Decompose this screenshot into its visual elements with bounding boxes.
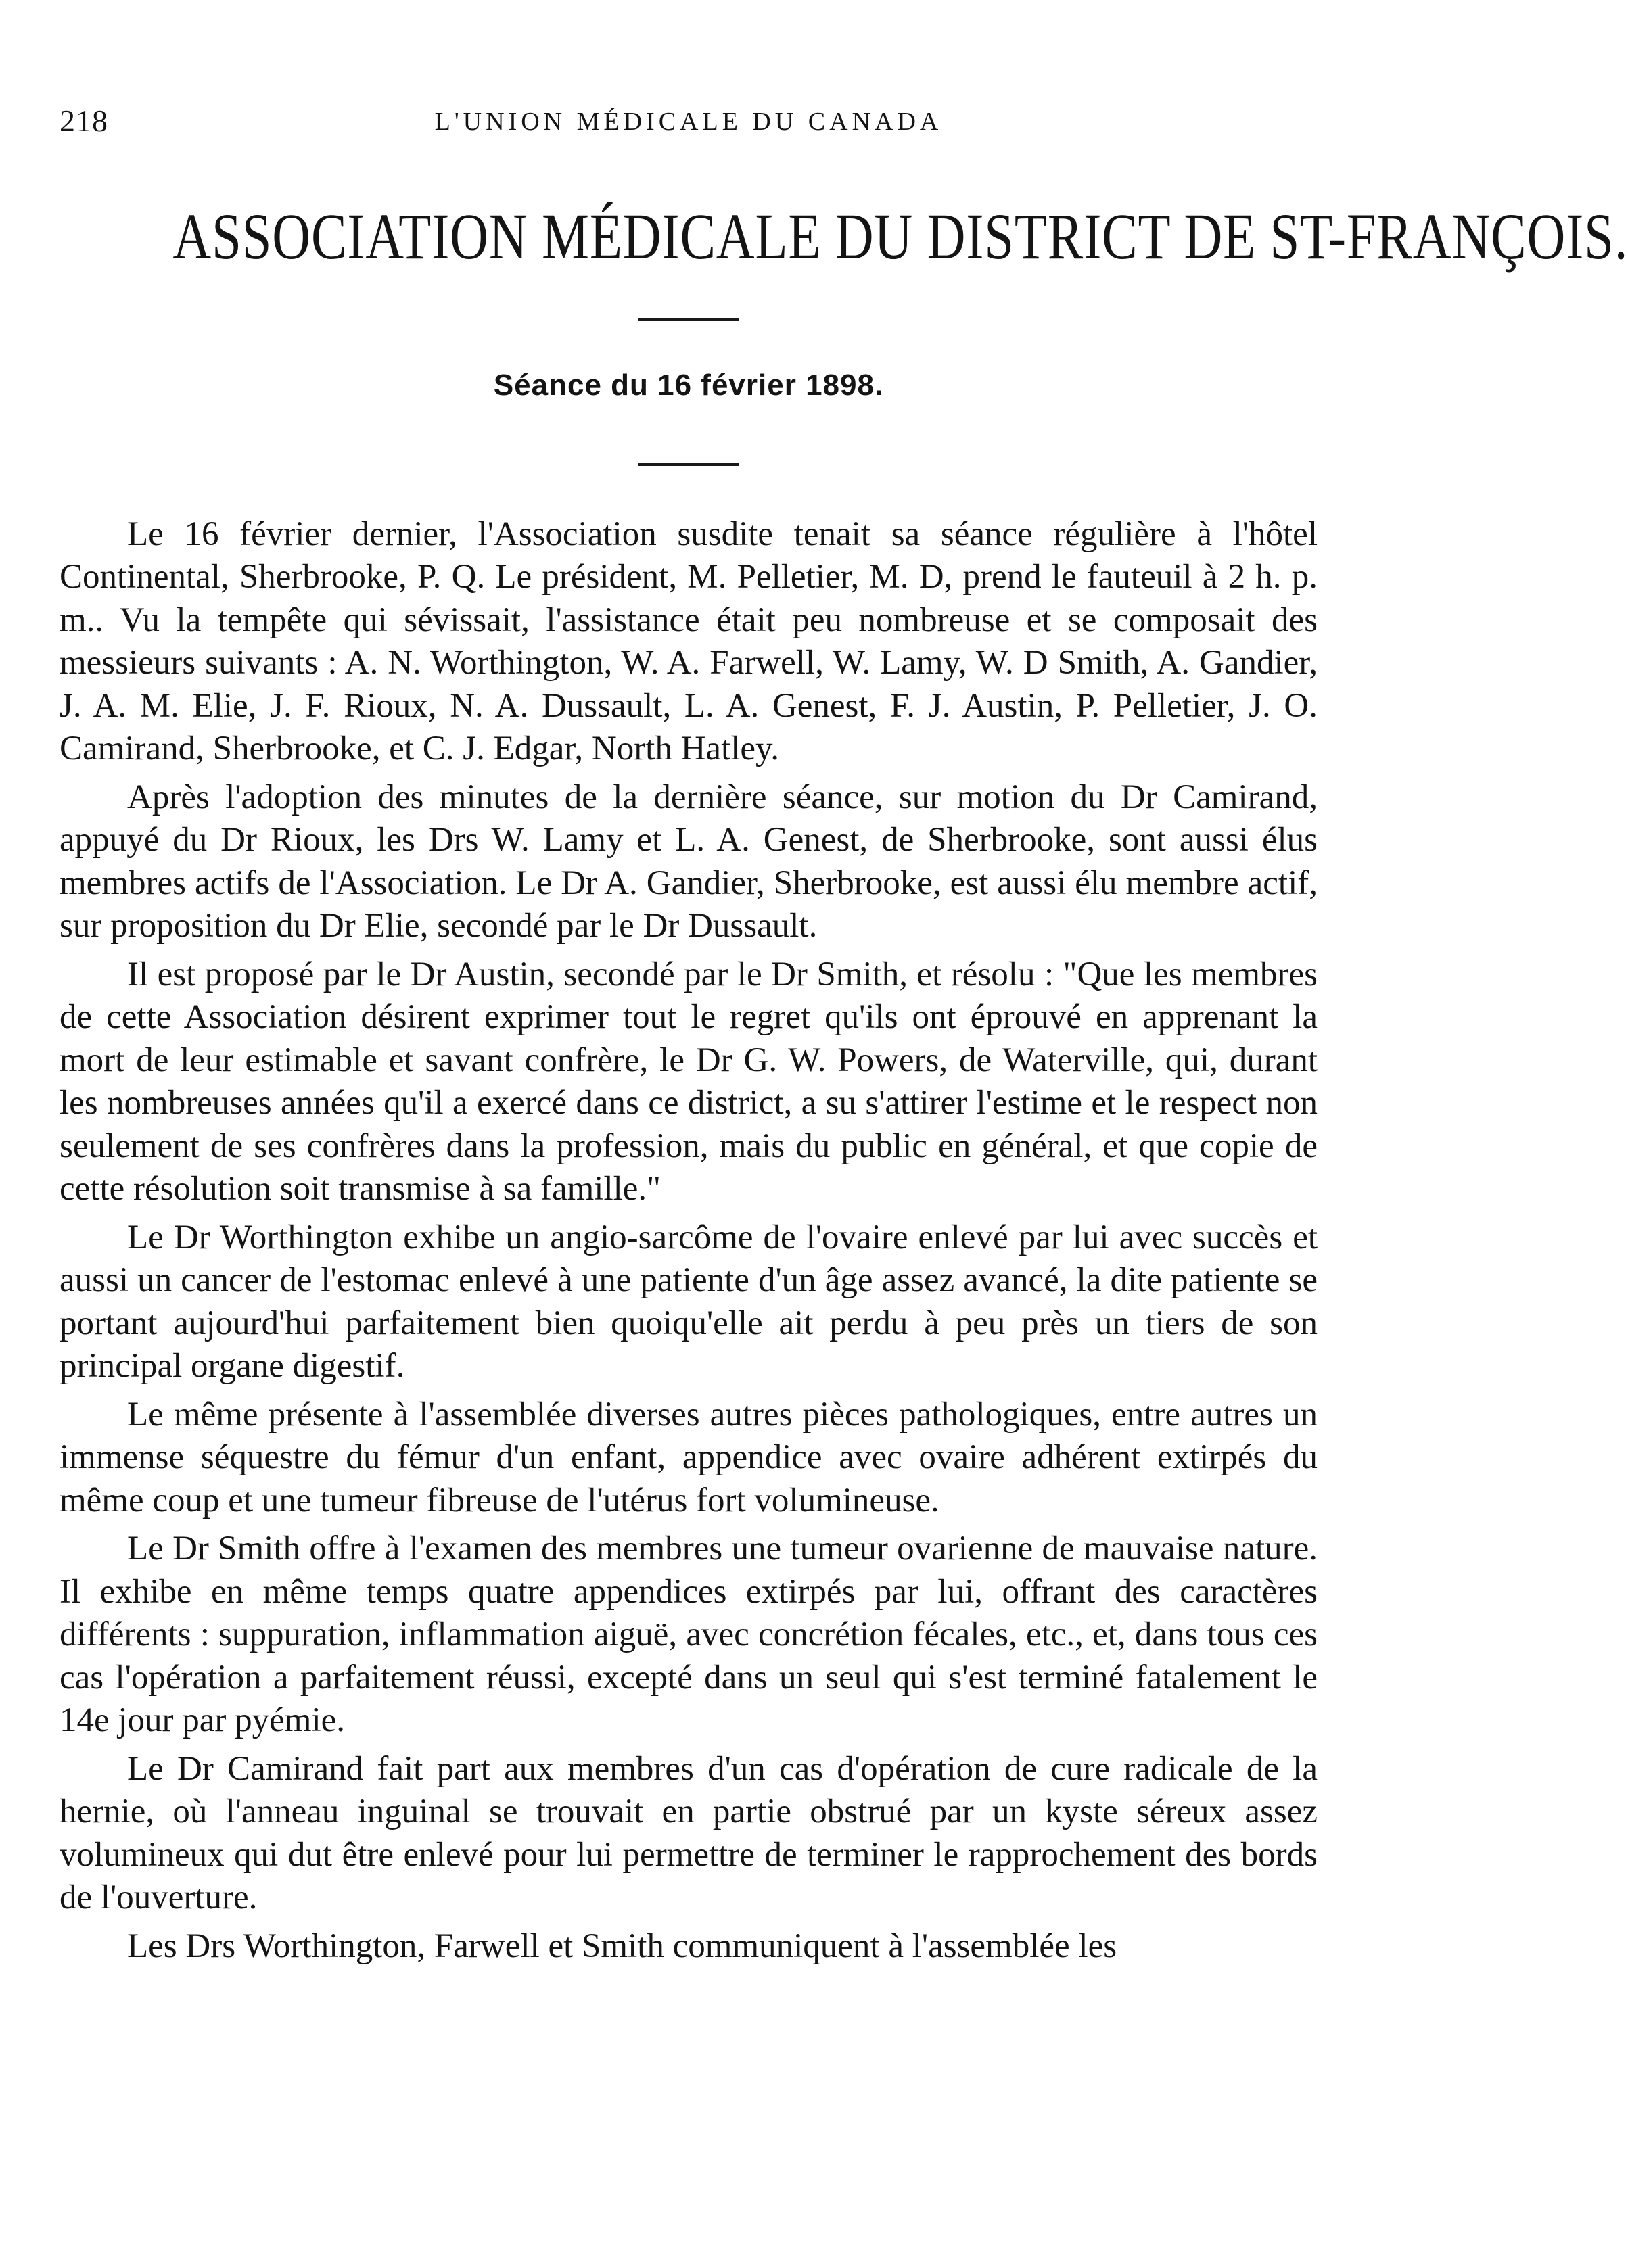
document-page [60, 81, 1628, 1968]
paragraph-pathology-pieces: Le même présente à l'assemblée diverses autres pièces pathologiques, entre autres un immense séquestre du fémur d'un enfant, appendice avec ovaire adhérent extirpés du même coup et une tumeur fibreuse de l'utérus fort volumineuse. [60, 1395, 1318, 1519]
paragraph-worthington-case: Le Dr Worthington exhibe un angio-sarcôme de l'ovaire enlevé par lui avec succès et aussi un cancer de l'estomac enlevé à une patiente d'un âge assez avancé, la dite patiente se portant aujourd'hui parfaitement bien quoiqu'elle ait perdu à peu près un tiers de son principal organe digestif. [60, 1218, 1318, 1386]
paragraph-attendance: Le 16 février dernier, l'Association susdite tenait sa séance régulière à l'hôtel Continental, Sherbrooke, P. Q. Le président, M. Pelletier, M. D, prend le fauteuil à 2 h. p. m.. Vu la tempête qui sévissait, l'assistance était peu nombreuse et se composait des messieurs suivants : A. N. Worthington, W. A. Farwell, W. Lamy, W. D Smith, A. Gandier, J. A. M. Elie, J. F. Rioux, N. A. Dussault, L. A. Genest, F. J. Austin, P. Pelletier, J. O. Camirand, Sherbrooke, et C. J. Edgar, North Hatley. [60, 515, 1318, 768]
paragraph-resolution: Il est proposé par le Dr Austin, secondé par le Dr Smith, et résolu : "Que les membres de cette Association désirent exprimer tout le regret qu'ils ont éprouvé en apprenant la mort de leur estimable et savant confrère, le Dr G. W. Powers, de Waterville, qui, durant les nombreuses années qu'il a exercé dans ce district, a su s'attirer l'estime et le respect non seulement de ses confrères dans la profession, mais du public en général, et que copie de cette résolution soit transmise à sa famille." [60, 955, 1318, 1208]
page-number: 218 [60, 103, 108, 138]
paragraph-final-communication: Les Drs Worthington, Farwell et Smith communiquent à l'assemblée les [127, 1927, 1117, 1965]
journal-title: L'UNION MÉDICALE DU CANADA [434, 108, 943, 136]
session-date: Séance du 16 février 1898. [493, 368, 884, 402]
title-divider [638, 318, 739, 321]
paragraph-camirand-case: Le Dr Camirand fait part aux membres d'un cas d'opération de cure radicale de la hernie, où l'anneau inguinal se trouvait en partie obstrué par un kyste séreux assez volumineux qui dut être enlevé pour lui permettre de terminer le rapprochement des bords de l'ouverture. [60, 1749, 1318, 1917]
date-divider [638, 463, 739, 466]
article-title: ASSOCIATION MÉDICALE DU DISTRICT DE ST-FRANÇOIS. [172, 200, 1628, 273]
running-header [60, 81, 1318, 162]
article-body [60, 513, 1318, 1968]
paragraph-smith-case: Le Dr Smith offre à l'examen des membres une tumeur ovarienne de mauvaise nature. Il exhibe en même temps quatre appendices extirpés par lui, offrant des caractères différents : suppuration, inflammation aiguë, avec concrétion fécales, etc., et, dans tous ces cas l'opération a parfaitement réussi, excepté dans un seul qui s'est terminé fatalement le 14e jour par pyémie. [60, 1530, 1318, 1740]
paragraph-new-members: Après l'adoption des minutes de la dernière séance, sur motion du Dr Camirand, appuyé du Dr Rioux, les Drs W. Lamy et L. A. Genest, de Sherbrooke, sont aussi élus membres actifs de l'Association. Le Dr A. Gandier, Sherbrooke, est aussi élu membre actif, sur proposition du Dr Elie, secondé par le Dr Dussault. [60, 778, 1318, 945]
